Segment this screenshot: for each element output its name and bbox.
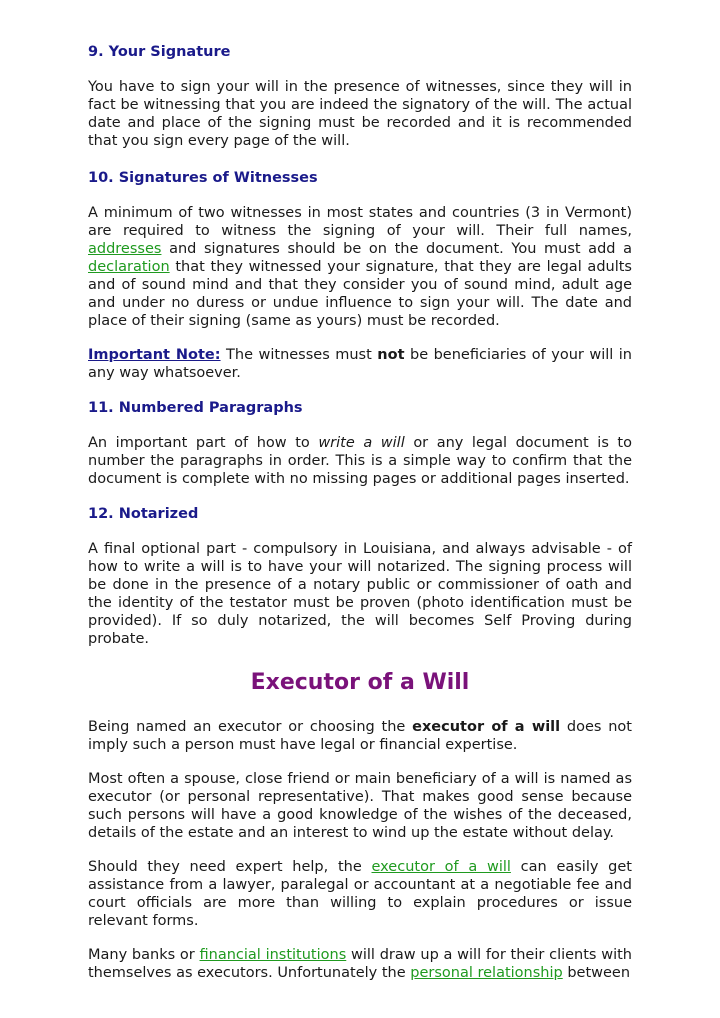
executor-paragraph-3 xyxy=(88,858,632,930)
section-11-heading: 11. Numbered Paragraphs xyxy=(88,400,303,416)
text-run: will draw up a will for their clients with themselves as executors. Unfortunately the xyxy=(88,947,632,981)
financial-institutions-link[interactable]: financial institutions xyxy=(199,947,347,963)
section-12-heading: 12. Notarized xyxy=(88,506,199,522)
bold-not: not xyxy=(377,347,405,363)
bold-executor-of-a-will: executor of a will xyxy=(412,719,561,735)
important-note-paragraph xyxy=(88,346,632,382)
section-12-paragraph: A final optional part - compulsory in Louisiana, and always advisable - of how to write a will is to have your will notarized. The signing process will be done in the presence of a notary public or commissioner of oath and the identity of the testator must be proven (photo identification must be provided). If so duly notarized, the will becomes Self Proving during probate. xyxy=(88,541,632,647)
section-11-paragraph xyxy=(88,434,632,488)
section-10-paragraph xyxy=(88,204,632,330)
text-run: be beneficiaries of your will in any way whatsoever. xyxy=(88,347,633,381)
text-run: that they witnessed your signature, that they are legal adults and of sound mind and that they consider you of sound mind, adult age and under no duress or undue influence to sign your will. The date and place of their signing (same as yours) must be recorded. xyxy=(88,259,632,329)
addresses-link[interactable]: addresses xyxy=(88,241,162,257)
section-9-heading: 9. Your Signature xyxy=(88,44,231,60)
personal-relationship-link[interactable]: personal relationship xyxy=(410,965,563,981)
text-run: can easily get assistance from a lawyer, paralegal or accountant at a negotiable fee and court officials are more than willing to explain procedures or issue relevant forms. xyxy=(88,859,632,929)
executor-paragraph-1 xyxy=(88,718,632,754)
italic-write-a-will: write a will xyxy=(318,435,405,451)
section-10-heading: 10. Signatures of Witnesses xyxy=(88,170,318,186)
text-run: An important part of how to xyxy=(88,435,319,451)
text-run: does not imply such a person must have legal or financial expertise. xyxy=(88,719,632,753)
text-run: Many banks or xyxy=(88,947,200,963)
text-run: and signatures should be on the document. You must add a xyxy=(161,241,632,257)
executor-of-a-will-link[interactable]: executor of a will xyxy=(371,859,511,875)
executor-title: Executor of a Will xyxy=(250,670,470,695)
text-run: or any legal document is to number the paragraphs in order. This is a simple way to confirm that the document is complete with no missing pages or additional pages inserted. xyxy=(88,435,632,487)
executor-paragraph-2: Most often a spouse, close friend or main beneficiary of a will is named as executor (or personal representative). That makes good sense because such persons will have a good knowledge of the wishes of the deceased, details of the estate and an interest to wind up the estate without delay. xyxy=(88,771,632,841)
executor-paragraph-4 xyxy=(88,946,632,982)
text-run: Being named an executor or choosing the xyxy=(88,719,413,735)
section-9-paragraph: You have to sign your will in the presence of witnesses, since they will in fact be witnessing that you are indeed the signatory of the will. The actual date and place of the signing must be recorded and it is recommended that you sign every page of the will. xyxy=(88,79,632,149)
text-run: between xyxy=(562,965,631,981)
text-run: Should they need expert help, the xyxy=(88,859,372,875)
declaration-link[interactable]: declaration xyxy=(88,259,170,275)
text-run: A minimum of two witnesses in most states and countries (3 in Vermont) are required to witness the signing of your will. Their full names, xyxy=(88,205,632,239)
important-note-label: Important Note: xyxy=(88,347,221,363)
text-run: The witnesses must xyxy=(220,347,378,363)
